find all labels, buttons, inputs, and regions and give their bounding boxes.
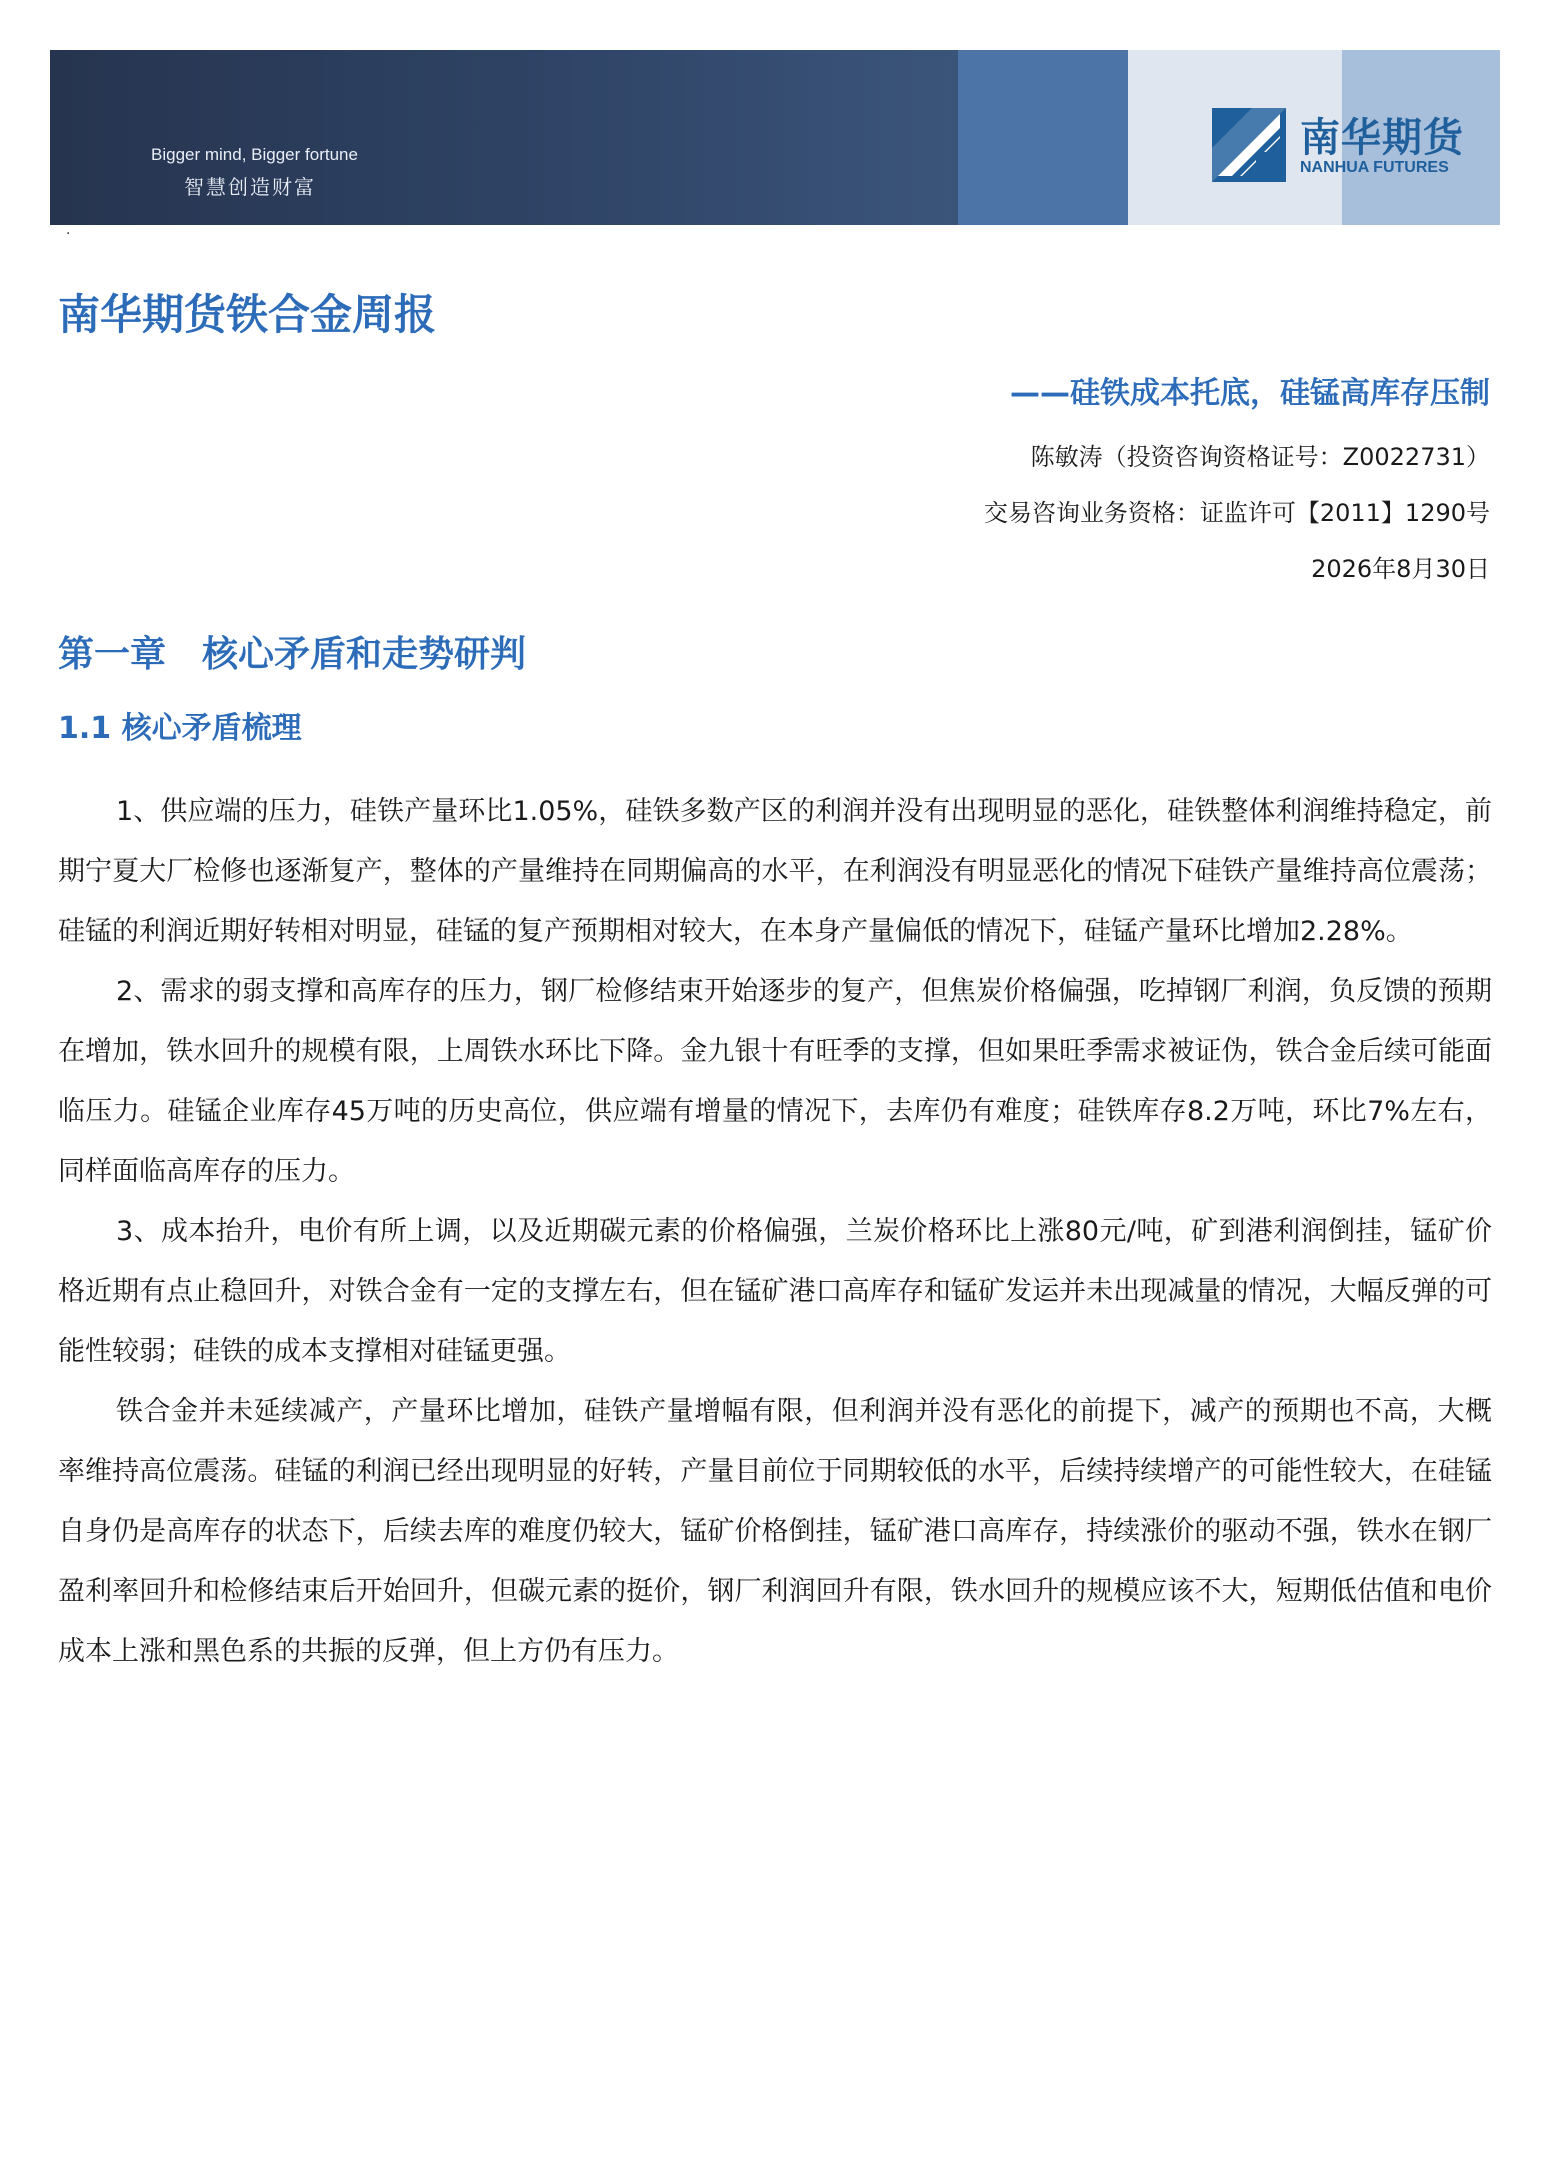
report-subtitle: ——硅铁成本托底，硅锰高库存压制: [1010, 376, 1490, 411]
brand-name-english: NANHUA FUTURES: [1300, 159, 1449, 176]
section-heading: 1.1 核心矛盾梳理: [58, 711, 302, 746]
slogan-english: Bigger mind, Bigger fortune: [151, 145, 358, 164]
slogan-chinese: 智慧创造财富: [184, 175, 316, 199]
license-line: 交易咨询业务资格：证监许可【2011】1290号: [983, 499, 1490, 527]
paragraph-supply: 1、供应端的压力，硅铁产量环比1.05%，硅铁多数产区的利润并没有出现明显的恶化，硅铁整体利润维持稳定，前期宁夏大厂检修也逐渐复产，整体的产量维持在同期偏高的水平，在利润没有明显恶化的情况下硅铁产量维持高位震荡；硅锰的利润近期好转相对明显，硅锰的复产预期相对较大，在本身产量偏低的情况下，硅锰产量环比增加2.28%。: [58, 796, 1492, 947]
paragraph-demand: 2、需求的弱支撑和高库存的压力，钢厂检修结束开始逐步的复产，但焦炭价格偏强，吃掉钢厂利润，负反馈的预期在增加，铁水回升的规模有限，上周铁水环比下降。金九银十有旺季的支撑，但如果旺季需求被证伪，铁合金后续可能面临压力。硅锰企业库存45万吨的历史高位，供应端有增量的情况下，去库仍有难度；硅铁库存8.2万吨，环比7%左右，同样面临高库存的压力。: [58, 976, 1492, 1187]
paragraph-cost: 3、成本抬升，电价有所上调，以及近期碳元素的价格偏强，兰炭价格环比上涨80元/吨，矿到港利润倒挂，锰矿价格近期有点止稳回升，对铁合金有一定的支撑左右，但在锰矿港口高库存和锰矿发运并未出现减量的情况，大幅反弹的可能性较弱；硅铁的成本支撑相对硅锰更强。: [58, 1216, 1492, 1367]
brand-name: 南华期货: [1300, 115, 1464, 161]
author-line: 陈敏涛（投资咨询资格证号：Z0022731）: [1030, 443, 1490, 471]
body-content: [58, 782, 1492, 1682]
banner-panel: [958, 50, 1128, 225]
paragraph-summary: 铁合金并未延续减产，产量环比增加，硅铁产量增幅有限，但利润并没有恶化的前提下，减产的预期也不高，大概率维持高位震荡。硅锰的利润已经出现明显的好转，产量目前位于同期较低的水平，后续持续增产的可能性较大，在硅锰自身仍是高库存的状态下，后续去库的难度仍较大，锰矿价格倒挂，锰矿港口高库存，持续涨价的驱动不强，铁水在钢厂盈利率回升和检修结束后开始回升，但碳元素的挺价，钢厂利润回升有限，铁水回升的规模应该不大，短期低估值和电价成本上涨和黑色系的共振的反弹，但上方仍有压力。: [58, 1396, 1492, 1667]
report-date: 2026年8月30日: [1311, 555, 1490, 583]
nanhua-logo-icon: [1212, 108, 1286, 182]
chapter-heading: 第一章 核心矛盾和走势研判: [58, 634, 527, 675]
report-title: 南华期货铁合金周报: [58, 290, 437, 339]
header-banner: [50, 50, 1500, 225]
bullet-dot: ·: [66, 226, 71, 242]
